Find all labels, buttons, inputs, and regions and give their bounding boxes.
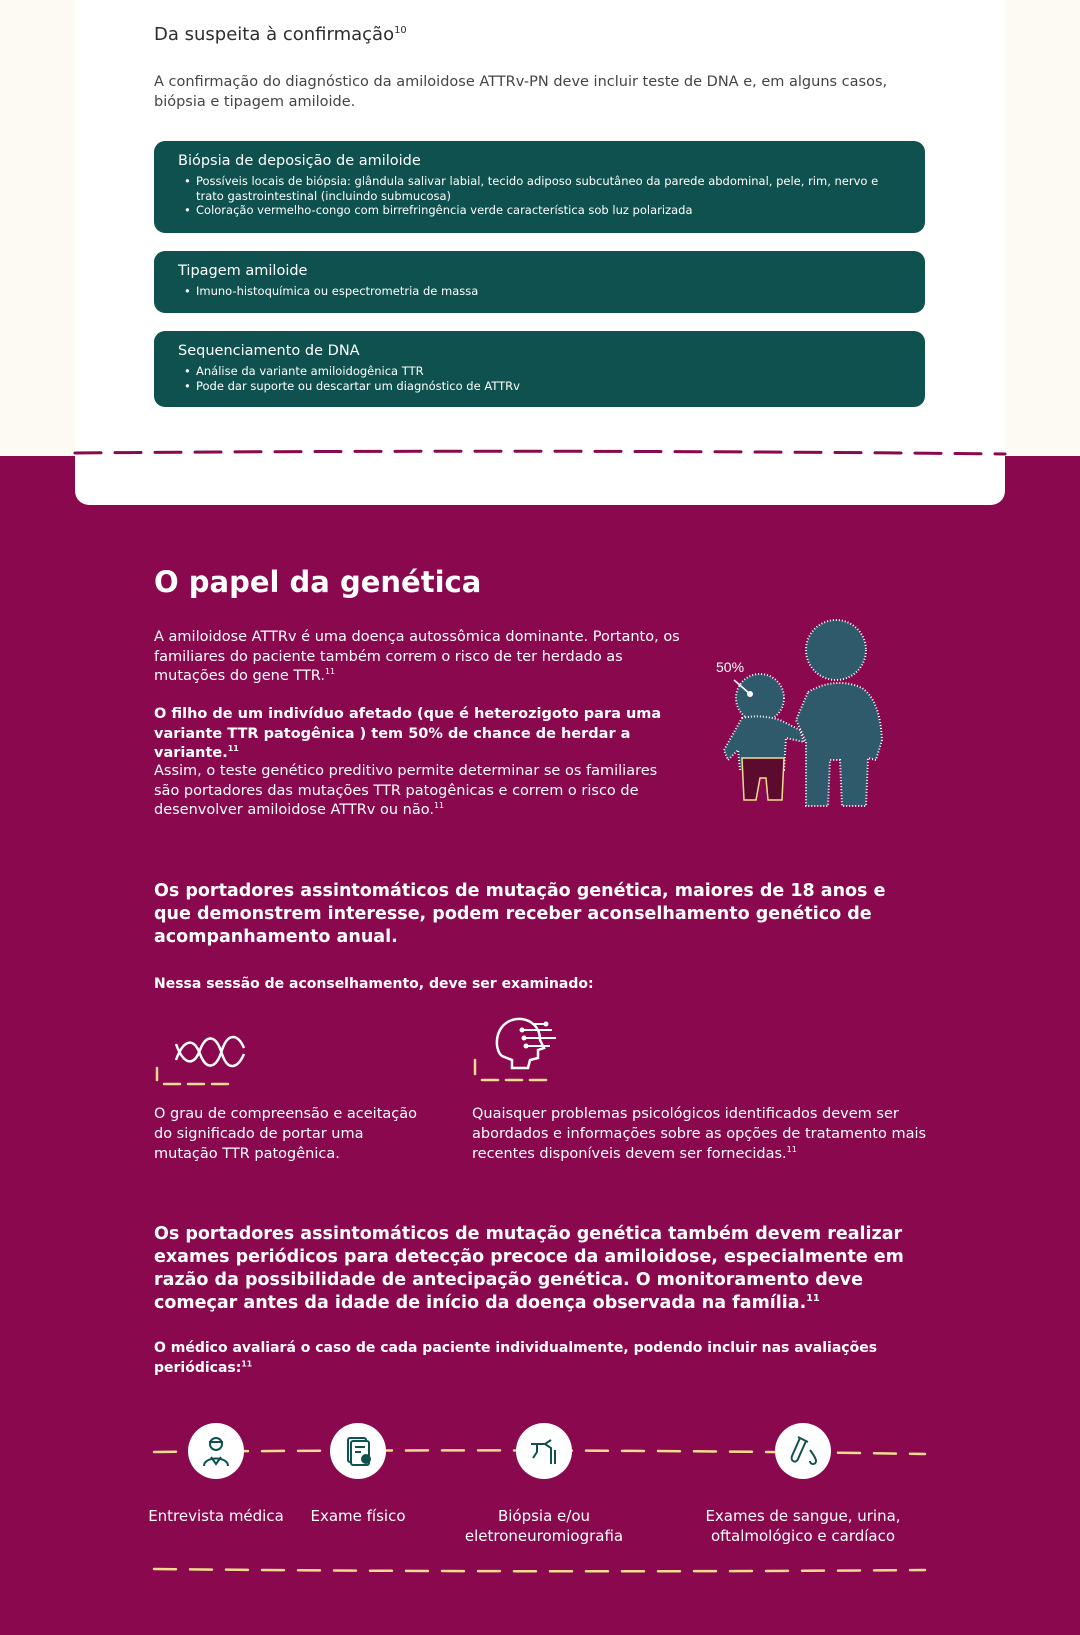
section-title: Da suspeita à confirmação$^{10}$: [154, 24, 407, 45]
card-dashed-divider: [75, 446, 1005, 460]
parent-child-illustration: [716, 610, 910, 810]
step-label: Exames de sangue, urina, oftalmológico e cardíaco: [705, 1507, 901, 1545]
box-title: Sequenciamento de DNA: [178, 343, 360, 359]
box-item: • Análise da variante amiloidogênica TTR: [196, 364, 903, 379]
step-label: Biópsia e/ou eletroneuromiografia: [464, 1507, 624, 1545]
box-item: • Imuno-histoquímica ou espectrometria de massa: [196, 284, 903, 299]
monitoring-subheading: O médico avaliará o caso de cada paciente individualmente, podendo incluir nas avaliações periódicas:$^{11}$: [154, 1340, 878, 1376]
genetics-paragraph-3: Assim, o teste genético preditivo permite determinar se os familiares são portadores das mutações TTR patogênicas e correm o risco de desenvolver amiloidose ATTRv ou não.$^{11}$: [154, 763, 658, 818]
counseling-heading: Os portadores assintomáticos de mutação genética, maiores de 18 anos e que demonstrem interesse, podem receber aconselhamento genético de acompanhamento anual.: [154, 881, 886, 947]
step-icon-circle: [775, 1423, 831, 1479]
intro-text: A confirmação do diagnóstico da amiloidose ATTRv-PN deve incluir teste de DNA e, em alguns casos, biópsia e tipagem amiloide.: [154, 74, 888, 110]
dna-sequencing-box: [154, 331, 925, 407]
percent-label: 50%: [716, 659, 745, 675]
document-icon: [341, 1434, 375, 1468]
monitoring-heading: Os portadores assintomáticos de mutação genética também devem realizar exames periódicos para detecção precoce da amiloidose, especialmente em razão da possibilidade de antecipação genética. O monitoramento deve começar antes da idade de início da doença observada na família.$^{11}$: [154, 1224, 904, 1313]
genetics-title: O papel da genética: [154, 565, 482, 599]
test-tube-icon: [786, 1434, 820, 1468]
dna-icon: [154, 1020, 254, 1088]
step-label: Exame físico: [310, 1507, 406, 1525]
counseling-item-text: O grau de compreensão e aceitação do significado de portar uma mutação TTR patogênica.: [154, 1106, 418, 1162]
typing-box: [154, 251, 925, 313]
counseling-subheading: Nessa sessão de aconselhamento, deve ser examinado:: [154, 976, 594, 992]
counseling-item-text: Quaisquer problemas psicológicos identificados devem ser abordados e informações sobre as opções de tratamento mais recentes disponíveis devem ser fornecidas.$^{11}$: [472, 1106, 927, 1162]
doctor-icon: [199, 1434, 233, 1468]
genetics-paragraph-2: O filho de um indivíduo afetado (que é heterozigoto para uma variante TTR patogênica ) tem 50% de chance de herdar a variante.$^{11}$: [154, 706, 662, 761]
step-icon-circle: [330, 1423, 386, 1479]
biopsy-box: [154, 141, 925, 233]
box-item: • Possíveis locais de biópsia: glândula salivar labial, tecido adiposo subcutâneo da parede abdominal, pele, rim, nervo e trato gastrointestinal (incluindo submucosa): [196, 174, 903, 203]
head-mind-icon: [472, 1012, 572, 1088]
box-item: • Coloração vermelho-congo com birrefringência verde característica sob luz polarizada: [196, 203, 903, 218]
step-icon-circle: [516, 1423, 572, 1479]
box-title: Biópsia de deposição de amiloide: [178, 153, 421, 169]
step-icon-circle: [188, 1423, 244, 1479]
genetics-paragraph-1: A amiloidose ATTRv é uma doença autossômica dominante. Portanto, os familiares do paciente também correm o risco de ter herdado as mutações do gene TTR.$^{11}$: [154, 629, 680, 684]
step-label: Entrevista médica: [148, 1507, 284, 1525]
box-title: Tipagem amiloide: [178, 263, 308, 279]
box-item: • Pode dar suporte ou descartar um diagnóstico de ATTRv: [196, 379, 903, 394]
bottom-dashed-line: [154, 1564, 925, 1576]
nerve-icon: [527, 1434, 561, 1468]
